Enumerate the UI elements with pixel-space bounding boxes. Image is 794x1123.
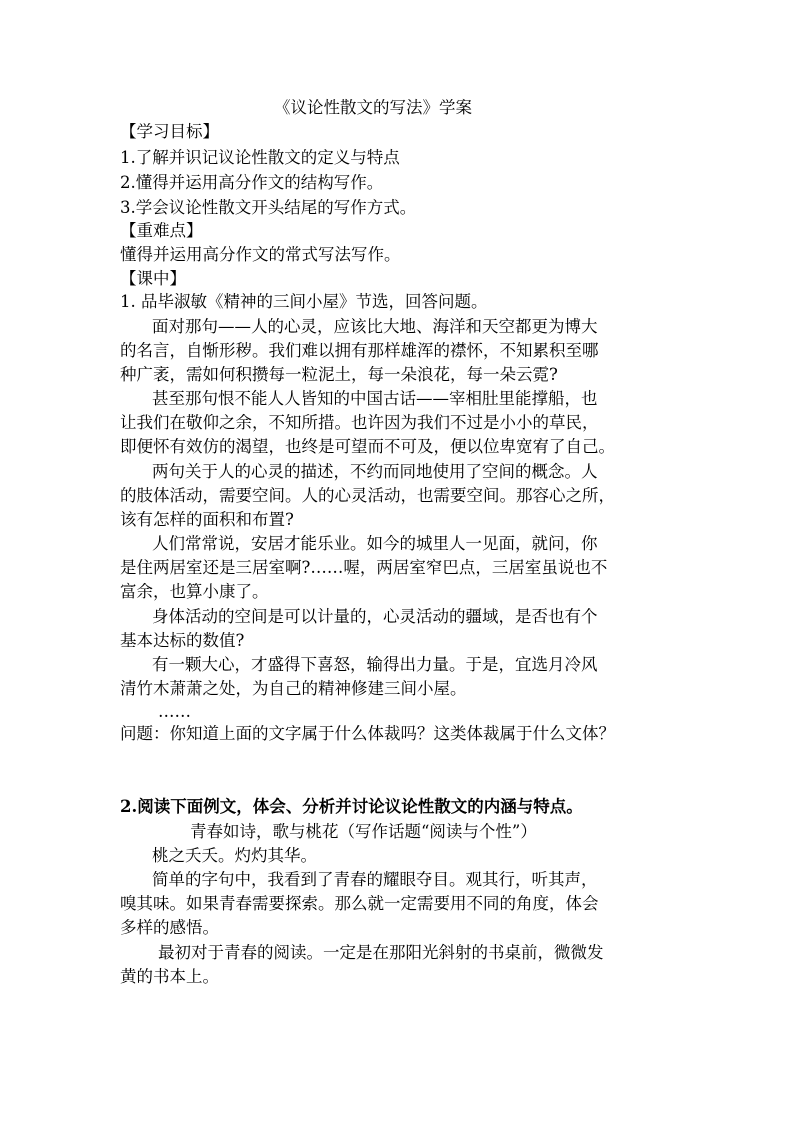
passage-line: 面对那句——人的心灵，应该比大地、海洋和天空都更为博大	[152, 317, 598, 336]
essay-title: 青春如诗，歌与桃花（写作话题“阅读与个性”）	[190, 822, 537, 841]
passage-line: 清竹木萧萧之处，为自己的精神修建三间小屋。	[120, 679, 467, 698]
task2-prompt: 2.阅读下面例文，体会、分析并讨论议论性散文的内涵与特点。	[120, 797, 583, 816]
key-points-text: 懂得并运用高分作文的常式写法写作。	[120, 245, 401, 264]
goal-item-3: 3.学会议论性散文开头结尾的写作方式。	[120, 198, 417, 217]
passage-line: 的肢体活动，需要空间。人的心灵活动，也需要空间。那容心之所，	[120, 486, 615, 505]
passage-line: 甚至那句恨不能人人皆知的中国古话——宰相肚里能撑船，也	[152, 389, 598, 408]
goals-header: 【学习目标】	[120, 122, 219, 141]
essay-line: 桃之夭夭。灼灼其华。	[152, 846, 317, 865]
task1-question: 问题：你知道上面的文字属于什么体裁吗？这类体裁属于什么文体？	[120, 724, 615, 743]
passage-line: 让我们在敬仰之余，不知所措。也许因为我们不过是小小的草民，	[120, 413, 599, 432]
passage-line: 有一颗大心，才盛得下喜怒，输得出力量。于是，宜选月冷风	[152, 655, 598, 674]
goal-item-2: 2.懂得并运用高分作文的结构写作。	[120, 173, 384, 192]
passage-line: 人们常常说，安居才能乐业。如今的城里人一见面，就问，你	[152, 534, 598, 553]
page-title: 《议论性散文的写法》学案	[274, 98, 472, 117]
passage-line: 两句关于人的心灵的描述，不约而同地使用了空间的概念。人	[152, 462, 598, 481]
essay-line: 黄的书本上。	[120, 967, 219, 986]
essay-line: 简单的字句中，我看到了青春的耀眼夺目。观其行，听其声，	[152, 870, 598, 889]
essay-line: 多样的感悟。	[120, 918, 219, 937]
passage-line: 的名言，自惭形秽。我们难以拥有那样雄浑的襟怀，不知累积至哪	[120, 341, 599, 360]
task1-prompt: 1. 品毕淑敏《精神的三间小屋》节选，回答问题。	[120, 292, 488, 311]
passage-line: 该有怎样的面积和布置?	[120, 510, 294, 529]
passage-line: 即便怀有效仿的渴望，也终是可望而不可及，便以位卑宽宥了自己。	[120, 437, 615, 456]
key-points-header: 【重难点】	[120, 221, 203, 240]
passage-line: 基本达标的数值?	[120, 631, 245, 650]
essay-line: 最初对于青春的阅读。一定是在那阳光斜射的书桌前，微微发	[158, 943, 604, 962]
passage-line: 身体活动的空间是可以计量的，心灵活动的疆域，是否也有个	[152, 607, 598, 626]
essay-line: 嗅其味。如果青春需要探索。那么就一定需要用不同的角度，体会	[120, 894, 599, 913]
in-class-header: 【课中】	[120, 269, 186, 288]
passage-line: 种广袤，需如何积攒每一粒泥土，每一朵浪花，每一朵云霓?	[120, 365, 558, 384]
goal-item-1: 1.了解并识记议论性散文的定义与特点	[120, 148, 400, 167]
passage-ellipsis: ……	[158, 702, 191, 721]
passage-line: 是住两居室还是三居室啊?……喔，两居室窄巴点，三居室虽说也不	[120, 558, 608, 577]
passage-line: 富余，也算小康了。	[120, 582, 269, 601]
